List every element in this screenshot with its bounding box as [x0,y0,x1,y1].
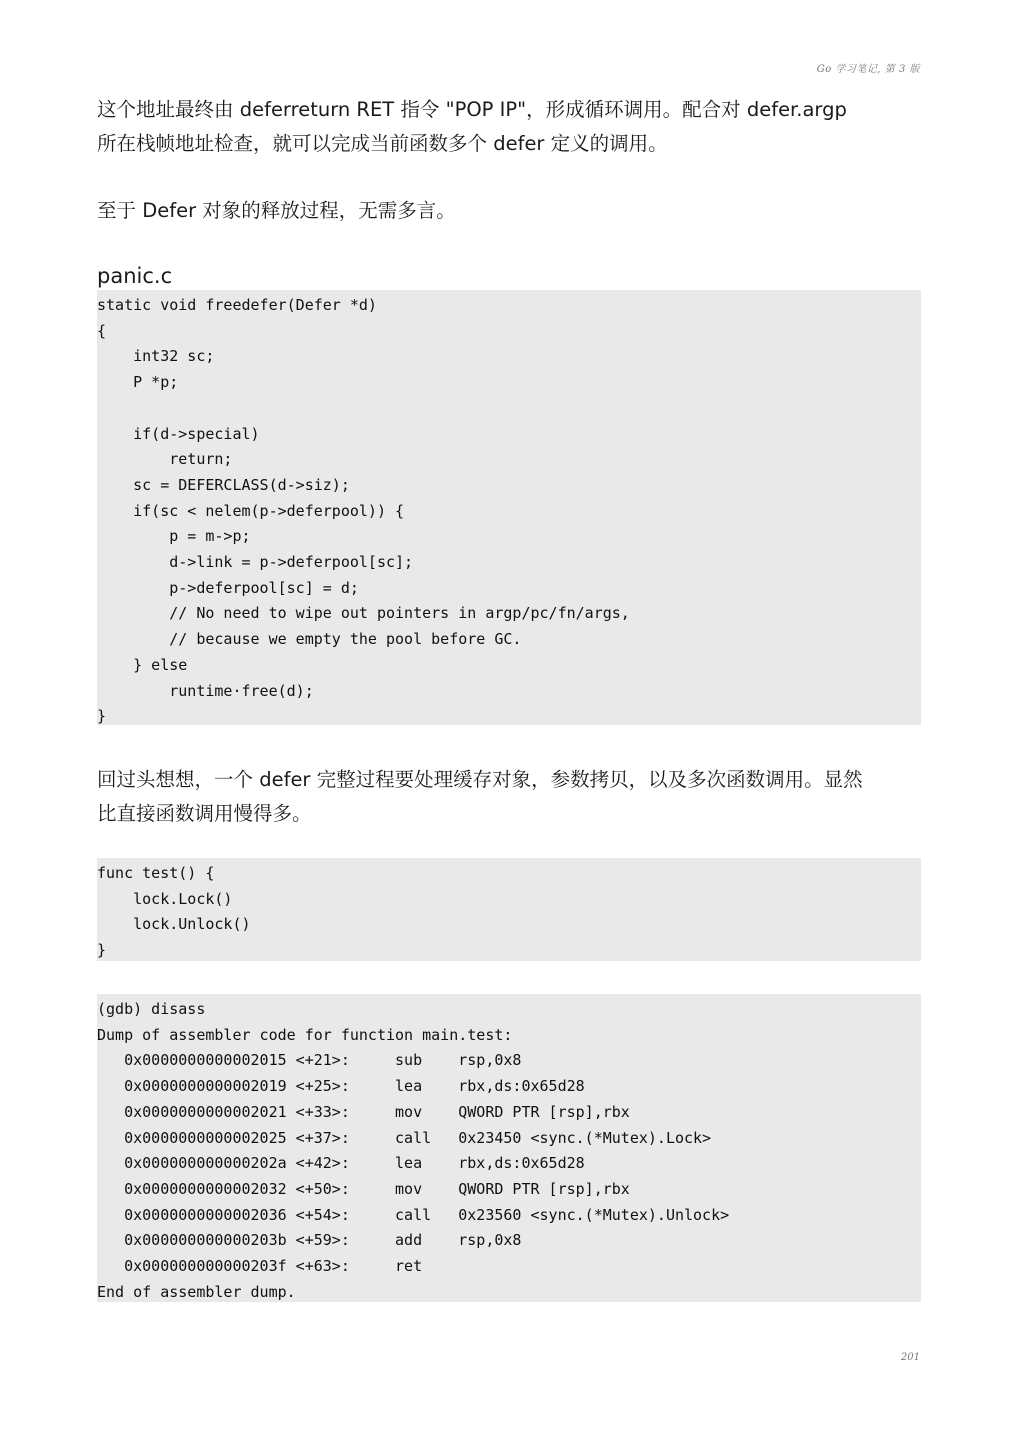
code-block-disassembly: (gdb) disass Dump of assembler code for function main.test: 0x0000000000002015 <+21>: sub rsp,0x8 0x0000000000002019 <+25>: lea rbx,ds:0x65d28 0x0000000000002021 <+33>: mov QWORD PTR [rsp],rbx 0x0000000000002025 <+37>: call 0x23450 <sync.(*Mutex).Lock> 0x000000000000202a <+42>: lea rbx,ds:0x65d28 0x0000000000002032 <+50>: mov QWORD PTR [rsp],rbx 0x0000000000002036 <+54>: call 0x23560 <sync.(*Mutex).Unlock> 0x000000000000203b <+59>: add rsp,0x8 0x000000000000203f <+63>: ret End of assembler dump. [97,994,921,1302]
paragraph-free-defer: 至于 Defer 对象的释放过程，无需多言。 [97,199,456,222]
code-block-test-func: func test() { lock.Lock() lock.Unlock() } [97,858,921,961]
paragraph-line: 所在栈帧地址检查，就可以完成当前函数多个 defer 定义的调用。 [97,132,668,155]
page-number: 201 [900,1352,920,1363]
paragraph-line: 这个地址最终由 deferreturn RET 指令 "POP IP"，形成循环调用。配合对 defer.argp [97,98,847,121]
running-header: Go 学习笔记, 第 3 版 [816,64,920,75]
source-file-heading: panic.c [97,264,173,288]
code-block-freedefer: static void freedefer(Defer *d) { int32 sc; P *p; if(d->special) return; sc = DEFERCLASS(d->siz); if(sc < nelem(p->deferpool)) { p = m->p; d->link = p->deferpool[sc]; p->deferpool[sc] = d; // No need to wipe out pointers in argp/pc/fn/args, // because we empty the pool before GC. } else runtime·free(d); } [97,290,921,725]
paragraph-line: 比直接函数调用慢得多。 [97,802,312,825]
paragraph-line: 回过头想想，一个 defer 完整过程要处理缓存对象，参数拷贝，以及多次函数调用。显然 [97,768,863,791]
paragraph-defer-return [97,93,921,161]
paragraph-defer-cost [97,763,921,831]
